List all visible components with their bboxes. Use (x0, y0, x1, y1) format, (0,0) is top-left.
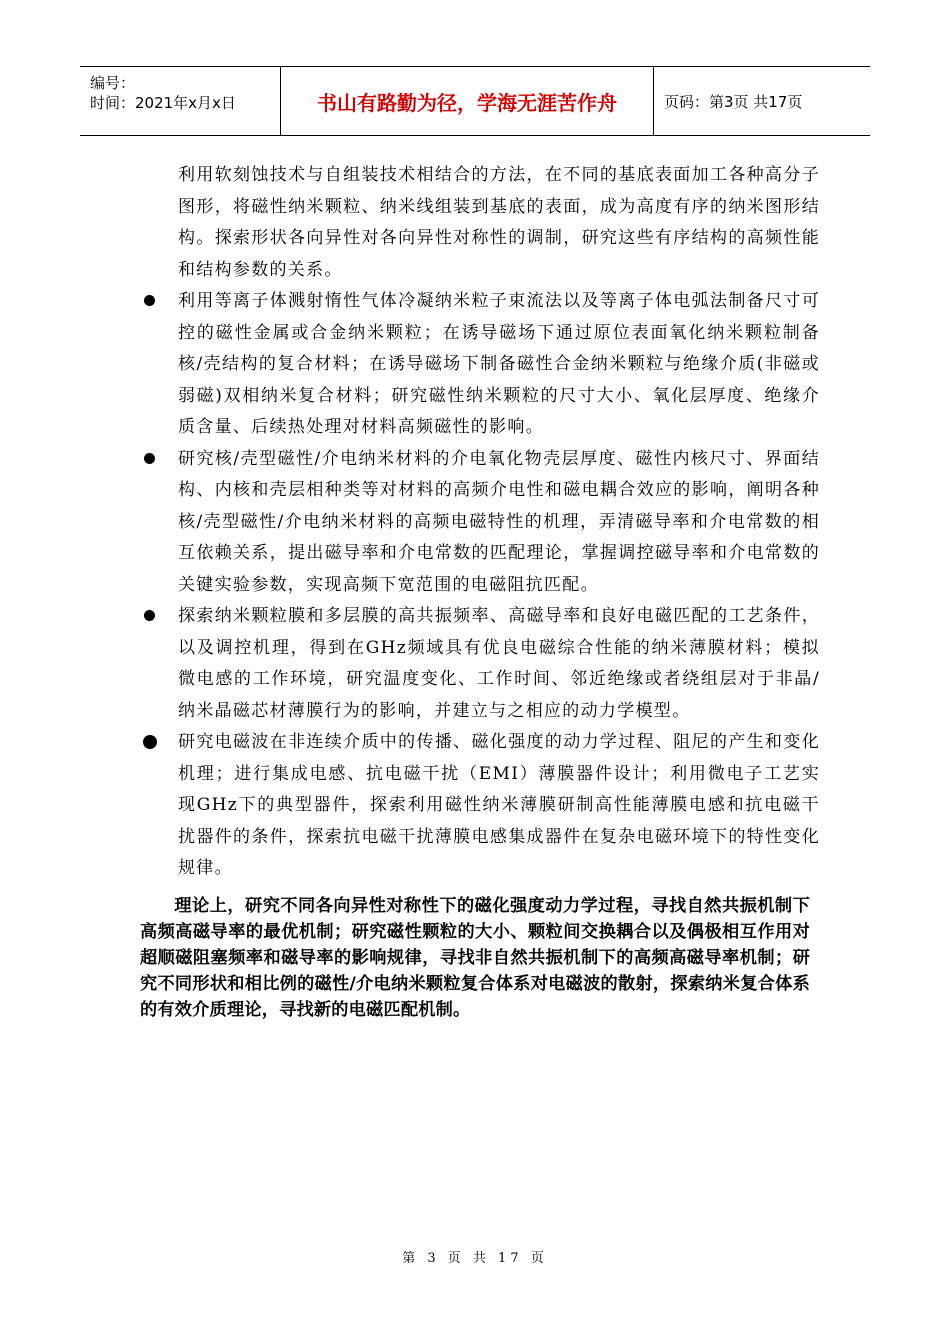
document-date-label: 时间：2021年x月x日 (90, 94, 236, 112)
bullet-text: 探索纳米颗粒膜和多层膜的高共振频率、高磁导率和良好电磁匹配的工艺条件，以及调控机理，得到在GHz频域具有优良电磁综合性能的纳米薄膜材料；模拟微电感的工作环境，研究温度变化、工作时间、邻近绝缘或者绕组层对于非晶/纳米晶磁芯材薄膜行为的影响，并建立与之相应的动力学模型。 (178, 606, 820, 721)
bullet-item (140, 727, 820, 885)
header-motto: 书山有路勤为径，学海无涯苦作舟 (281, 67, 654, 135)
bullet-item (140, 286, 820, 444)
bullet-item (140, 444, 820, 602)
bullet-dot-icon (144, 453, 155, 464)
bullet-text: 研究电磁波在非连续介质中的传播、磁化强度的动力学过程、阻尼的产生和变化机理；进行集成电感、抗电磁干扰（EMI）薄膜器件设计；利用微电子工艺实现GHz下的典型器件，探索利用磁性纳米薄膜研制高性能薄膜电感和抗电磁干扰器件的条件，探索抗电磁干扰薄膜电感集成器件在复杂电磁环境下的特性变化规律。 (178, 732, 820, 878)
header-table (80, 66, 870, 136)
bullet-dot-icon (144, 610, 155, 621)
page-footer: 第 3 页 共 17 页 (402, 1251, 548, 1266)
header-meta (80, 67, 281, 135)
document-body (140, 160, 820, 1023)
intro-continuation-paragraph: 利用软刻蚀技术与自组装技术相结合的方法，在不同的基底表面加工各种高分子图形，将磁性纳米颗粒、纳米线组装到基底的表面，成为高度有序的纳米图形结构。探索形状各向异性对各向异性对称性的调制，研究这些有序结构的高频性能和结构参数的关系。 (178, 165, 820, 280)
bullet-item (140, 601, 820, 727)
bullet-text: 利用等离子体溅射惰性气体冷凝纳米粒子束流法以及等离子体电弧法制备尺寸可控的磁性金属或合金纳米颗粒；在诱导磁场下通过原位表面氧化纳米颗粒制备核/壳结构的复合材料；在诱导磁场下制备磁性合金纳米颗粒与绝缘介质(非磁或弱磁)双相纳米复合材料；研究磁性纳米颗粒的尺寸大小、氧化层厚度、绝缘介质含量、后续热处理对材料高频磁性的影响。 (178, 291, 820, 437)
bullet-text: 研究核/壳型磁性/介电纳米材料的介电氧化物壳层厚度、磁性内核尺寸、界面结构、内核和壳层相种类等对材料的高频介电性和磁电耦合效应的影响，阐明各种核/壳型磁性/介电纳米材料的高频电磁特性的机理，弄清磁导率和介电常数的相互依赖关系，提出磁导率和介电常数的匹配理论，掌握调控磁导率和介电常数的关键实验参数，实现高频下宽范围的电磁阻抗匹配。 (178, 448, 820, 595)
bullet-dot-icon (144, 295, 155, 306)
theory-paragraph: 理论上，研究不同各向异性对称性下的磁化强度动力学过程，寻找自然共振机制下高频高磁导率的最优机制；研究磁性颗粒的大小、颗粒间交换耦合以及偶极相互作用对超顺磁阻塞频率和磁导率的影响规律，寻找非自然共振机制下的高频高磁导率机制；研究不同形状和相比例的磁性/介电纳米颗粒复合体系对电磁波的散射，探索纳米复合体系的有效介质理论，寻找新的电磁匹配机制。 (140, 895, 810, 1020)
bullet-dot-icon (143, 735, 157, 749)
header-page-number: 页码：第3页 共17页 (664, 92, 803, 111)
document-number-label: 编号： (90, 74, 136, 92)
